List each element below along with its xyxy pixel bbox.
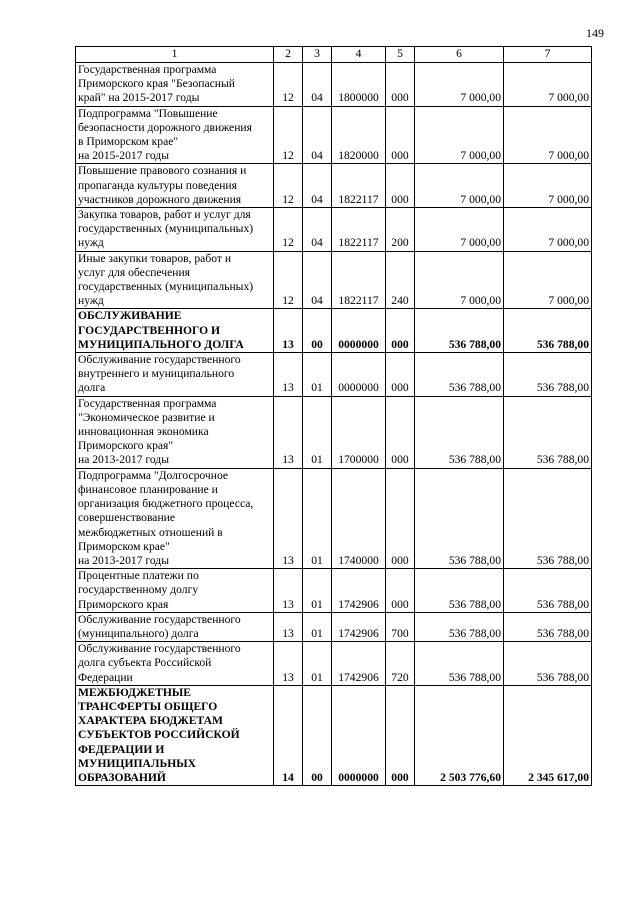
row-sum-year-1: 536 788,00	[415, 309, 504, 353]
row-sum-year-2: 536 788,00	[504, 569, 592, 613]
row-sum-year-1: 7 000,00	[415, 208, 504, 252]
row-expense-type: 000	[386, 63, 415, 107]
row-sum-year-1: 536 788,00	[415, 396, 504, 468]
row-expense-type: 700	[386, 612, 415, 641]
row-section: 13	[274, 396, 303, 468]
row-target-article: 1800000	[332, 63, 386, 107]
page-number: 149	[586, 26, 604, 40]
row-expense-type: 240	[386, 251, 415, 309]
table-row	[76, 642, 592, 686]
row-sum-year-2: 7 000,00	[504, 63, 592, 107]
row-sum-year-1: 7 000,00	[415, 251, 504, 309]
row-sum-year-1: 536 788,00	[415, 468, 504, 568]
row-expense-type: 000	[386, 396, 415, 468]
row-subsection: 04	[303, 63, 332, 107]
row-expense-type: 720	[386, 642, 415, 686]
row-subsection: 04	[303, 251, 332, 309]
row-target-article: 0000000	[332, 685, 386, 785]
row-sum-year-1: 7 000,00	[415, 164, 504, 208]
row-name: ОБСЛУЖИВАНИЕ ГОСУДАРСТВЕННОГО И МУНИЦИПАЛЬНОГО ДОЛГА	[76, 309, 274, 353]
row-subsection: 01	[303, 353, 332, 397]
row-subsection: 01	[303, 612, 332, 641]
row-section: 14	[274, 685, 303, 785]
row-name: МЕЖБЮДЖЕТНЫЕ ТРАНСФЕРТЫ ОБЩЕГО ХАРАКТЕРА БЮДЖЕТАМ СУБЪЕКТОВ РОССИЙСКОЙ ФЕДЕРАЦИИ И МУНИЦИПАЛЬНЫХ ОБРАЗОВАНИЙ	[76, 685, 274, 785]
table-row	[76, 569, 592, 613]
row-sum-year-2: 536 788,00	[504, 468, 592, 568]
table-row	[76, 612, 592, 641]
row-sum-year-2: 7 000,00	[504, 251, 592, 309]
row-name: Процентные платежи по государственному долгу Приморского края	[76, 569, 274, 613]
row-expense-type: 000	[386, 309, 415, 353]
row-target-article: 1822117	[332, 208, 386, 252]
row-sum-year-2: 7 000,00	[504, 106, 592, 164]
header-cell: 6	[415, 47, 504, 63]
table-row	[76, 468, 592, 568]
table-row	[76, 396, 592, 468]
row-sum-year-1: 2 503 776,60	[415, 685, 504, 785]
table-row	[76, 63, 592, 107]
row-name: Иные закупки товаров, работ и услуг для обеспечения государственных (муниципальных) нужд	[76, 251, 274, 309]
table-row	[76, 106, 592, 164]
row-sum-year-2: 536 788,00	[504, 396, 592, 468]
row-subsection: 01	[303, 468, 332, 568]
row-section: 13	[274, 309, 303, 353]
row-subsection: 00	[303, 685, 332, 785]
table-row	[76, 251, 592, 309]
row-target-article: 1742906	[332, 642, 386, 686]
row-sum-year-2: 2 345 617,00	[504, 685, 592, 785]
row-section: 13	[274, 642, 303, 686]
row-subsection: 01	[303, 642, 332, 686]
table-row	[76, 685, 592, 785]
row-name: Обслуживание государственного долга субъекта Российской Федерации	[76, 642, 274, 686]
row-section: 13	[274, 468, 303, 568]
row-sum-year-2: 7 000,00	[504, 164, 592, 208]
row-subsection: 00	[303, 309, 332, 353]
row-expense-type: 000	[386, 164, 415, 208]
row-sum-year-2: 536 788,00	[504, 309, 592, 353]
table-row	[76, 164, 592, 208]
row-section: 12	[274, 63, 303, 107]
row-expense-type: 200	[386, 208, 415, 252]
row-section: 12	[274, 106, 303, 164]
row-target-article: 1742906	[332, 569, 386, 613]
row-subsection: 01	[303, 569, 332, 613]
row-target-article: 1740000	[332, 468, 386, 568]
row-sum-year-2: 536 788,00	[504, 612, 592, 641]
header-cell: 4	[332, 47, 386, 63]
row-target-article: 1820000	[332, 106, 386, 164]
header-cell: 5	[386, 47, 415, 63]
row-section: 13	[274, 353, 303, 397]
row-sum-year-1: 536 788,00	[415, 353, 504, 397]
row-name: Подпрограмма "Повышение безопасности дорожного движения в Приморском крае" на 2015-2017 годы	[76, 106, 274, 164]
row-section: 13	[274, 612, 303, 641]
row-name: Государственная программа Приморского края "Безопасный край" на 2015-2017 годы	[76, 63, 274, 107]
row-sum-year-1: 536 788,00	[415, 569, 504, 613]
row-section: 12	[274, 208, 303, 252]
row-target-article: 0000000	[332, 309, 386, 353]
row-name: Повышение правового сознания и пропаганда культуры поведения участников дорожного движения	[76, 164, 274, 208]
row-expense-type: 000	[386, 106, 415, 164]
row-sum-year-1: 536 788,00	[415, 642, 504, 686]
row-subsection: 04	[303, 164, 332, 208]
row-sum-year-2: 536 788,00	[504, 642, 592, 686]
row-target-article: 1822117	[332, 164, 386, 208]
row-expense-type: 000	[386, 685, 415, 785]
header-cell: 3	[303, 47, 332, 63]
row-expense-type: 000	[386, 353, 415, 397]
row-expense-type: 000	[386, 468, 415, 568]
table-row	[76, 309, 592, 353]
row-sum-year-2: 7 000,00	[504, 208, 592, 252]
row-section: 13	[274, 569, 303, 613]
row-name: Подпрограмма "Долгосрочное финансовое планирование и организация бюджетного процесса, совершенствование межбюджетных отношений в Приморском крае" на 2013-2017 годы	[76, 468, 274, 568]
row-target-article: 1700000	[332, 396, 386, 468]
row-sum-year-1: 7 000,00	[415, 106, 504, 164]
header-cell: 1	[76, 47, 274, 63]
row-name: Обслуживание государственного (муниципального) долга	[76, 612, 274, 641]
row-name: Обслуживание государственного внутреннего и муниципального долга	[76, 353, 274, 397]
row-sum-year-2: 536 788,00	[504, 353, 592, 397]
header-cell: 7	[504, 47, 592, 63]
row-sum-year-1: 7 000,00	[415, 63, 504, 107]
row-section: 12	[274, 251, 303, 309]
table-row	[76, 353, 592, 397]
row-expense-type: 000	[386, 569, 415, 613]
row-target-article: 1742906	[332, 612, 386, 641]
row-target-article: 0000000	[332, 353, 386, 397]
row-section: 12	[274, 164, 303, 208]
row-subsection: 01	[303, 396, 332, 468]
row-name: Закупка товаров, работ и услуг для государственных (муниципальных) нужд	[76, 208, 274, 252]
table-row	[76, 208, 592, 252]
header-row	[76, 47, 592, 63]
row-sum-year-1: 536 788,00	[415, 612, 504, 641]
row-name: Государственная программа "Экономическое развитие и инновационная экономика Приморского края" на 2013-2017 годы	[76, 396, 274, 468]
header-cell: 2	[274, 47, 303, 63]
row-subsection: 04	[303, 106, 332, 164]
budget-table	[75, 46, 592, 786]
row-target-article: 1822117	[332, 251, 386, 309]
row-subsection: 04	[303, 208, 332, 252]
